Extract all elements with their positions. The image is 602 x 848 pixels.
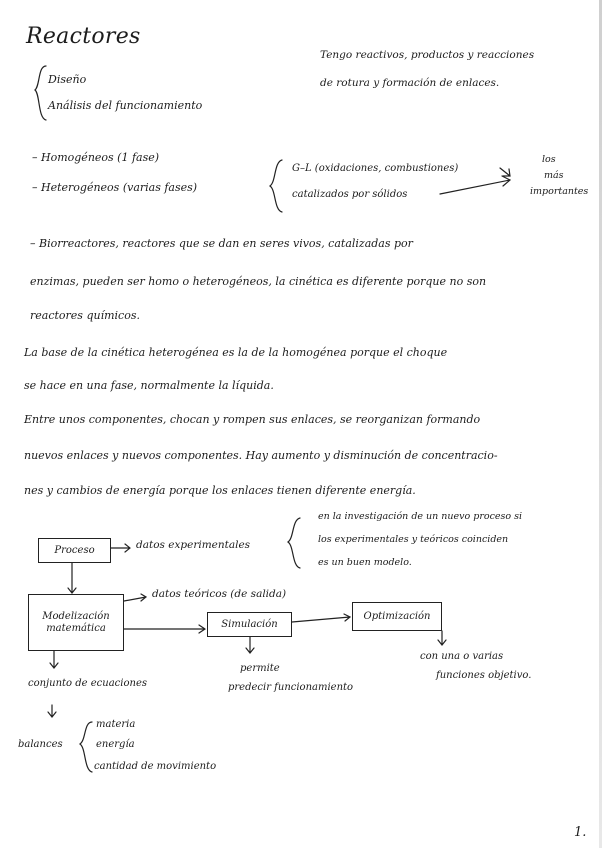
datos-experimentales: datos experimentales (136, 539, 251, 551)
balance-materia: materia (96, 719, 136, 730)
box-simulacion: Simulación (207, 612, 292, 637)
bioreactores-line-1: – Biorreactores, reactores que se dan en seres vivos, catalizadas por (30, 237, 413, 250)
arrow-gl (500, 168, 510, 176)
paragraph-line-4: nuevos enlaces y nuevos componentes. Hay aumento y disminución de concentracio- (24, 449, 498, 462)
paragraph-line-1: La base de la cinética heterogénea es la de la homogénea porque el choque (24, 346, 448, 359)
importantes-2: más (544, 170, 564, 181)
intro-line-2: de rotura y formación de enlaces. (320, 77, 500, 89)
balance-cantidad: cantidad de movimiento (94, 761, 217, 772)
brace-item-analisis: Análisis del funcionamiento (48, 99, 203, 112)
balance-energia: energía (96, 739, 135, 750)
permite-line-2: predecir funcionamiento (228, 682, 354, 693)
page-title: Reactores (26, 24, 141, 49)
importantes-3: importantes (530, 186, 589, 197)
brace-note (288, 518, 300, 568)
paragraph-line-2: se hace en una fase, normalmente la líquida. (24, 379, 274, 392)
box-modelizacion: Modelización matemática (28, 594, 124, 651)
balances-label: balances (18, 739, 63, 750)
permite-line-1: permite (240, 663, 280, 674)
arrow-importantes (440, 176, 510, 194)
datos-teoricos: datos teóricos (de salida) (152, 588, 287, 600)
intro-line-1: Tengo reactivos, productos y reacciones (320, 49, 535, 61)
type-homogeneos: – Homogéneos (1 fase) (32, 151, 160, 164)
paragraph-line-3: Entre unos componentes, chocan y rompen sus enlaces, se reorganizan formando (24, 413, 481, 426)
conjunto-ecuaciones: conjunto de ecuaciones (28, 678, 147, 689)
type-catalizados: catalizados por sólidos (292, 189, 408, 200)
brace-balances (80, 722, 92, 772)
arrow-sim (124, 625, 205, 633)
paragraph-line-5: nes y cambios de energía porque los enlaces tienen diferente energía. (24, 484, 416, 497)
funciones-line-1: con una o varias (420, 651, 504, 662)
arrow-balances (48, 705, 56, 717)
box-proceso: Proceso (38, 538, 111, 563)
note-line-2: los experimentales y teóricos coinciden (318, 534, 509, 545)
arrow-funciones (438, 631, 446, 645)
type-gl: G–L (oxidaciones, combustiones) (292, 163, 459, 174)
arrow-datos-exp (111, 544, 130, 552)
page-number: 1. (574, 825, 587, 840)
brace-gl (270, 160, 282, 212)
brace-item-diseno: Diseño (48, 73, 87, 86)
type-heterogeneos: – Heterogéneos (varias fases) (32, 181, 198, 194)
arrow-permite (246, 637, 254, 653)
brace-design (35, 66, 46, 120)
importantes-1: los (542, 154, 556, 165)
arrow-conjunto (50, 651, 58, 668)
bioreactores-line-2: enzimas, pueden ser homo o heterogéneos, la cinética es diferente porque no son (30, 275, 487, 288)
note-line-3: es un buen modelo. (318, 557, 412, 568)
arrow-proceso-down (68, 563, 76, 593)
funciones-line-2: funciones objetivo. (436, 670, 532, 681)
arrow-datos-teo (124, 594, 146, 601)
bioreactores-line-3: reactores químicos. (30, 309, 140, 322)
arrow-opt (292, 614, 350, 622)
box-optimizacion: Optimización (352, 602, 442, 631)
note-line-1: en la investigación de un nuevo proceso si (318, 511, 523, 522)
